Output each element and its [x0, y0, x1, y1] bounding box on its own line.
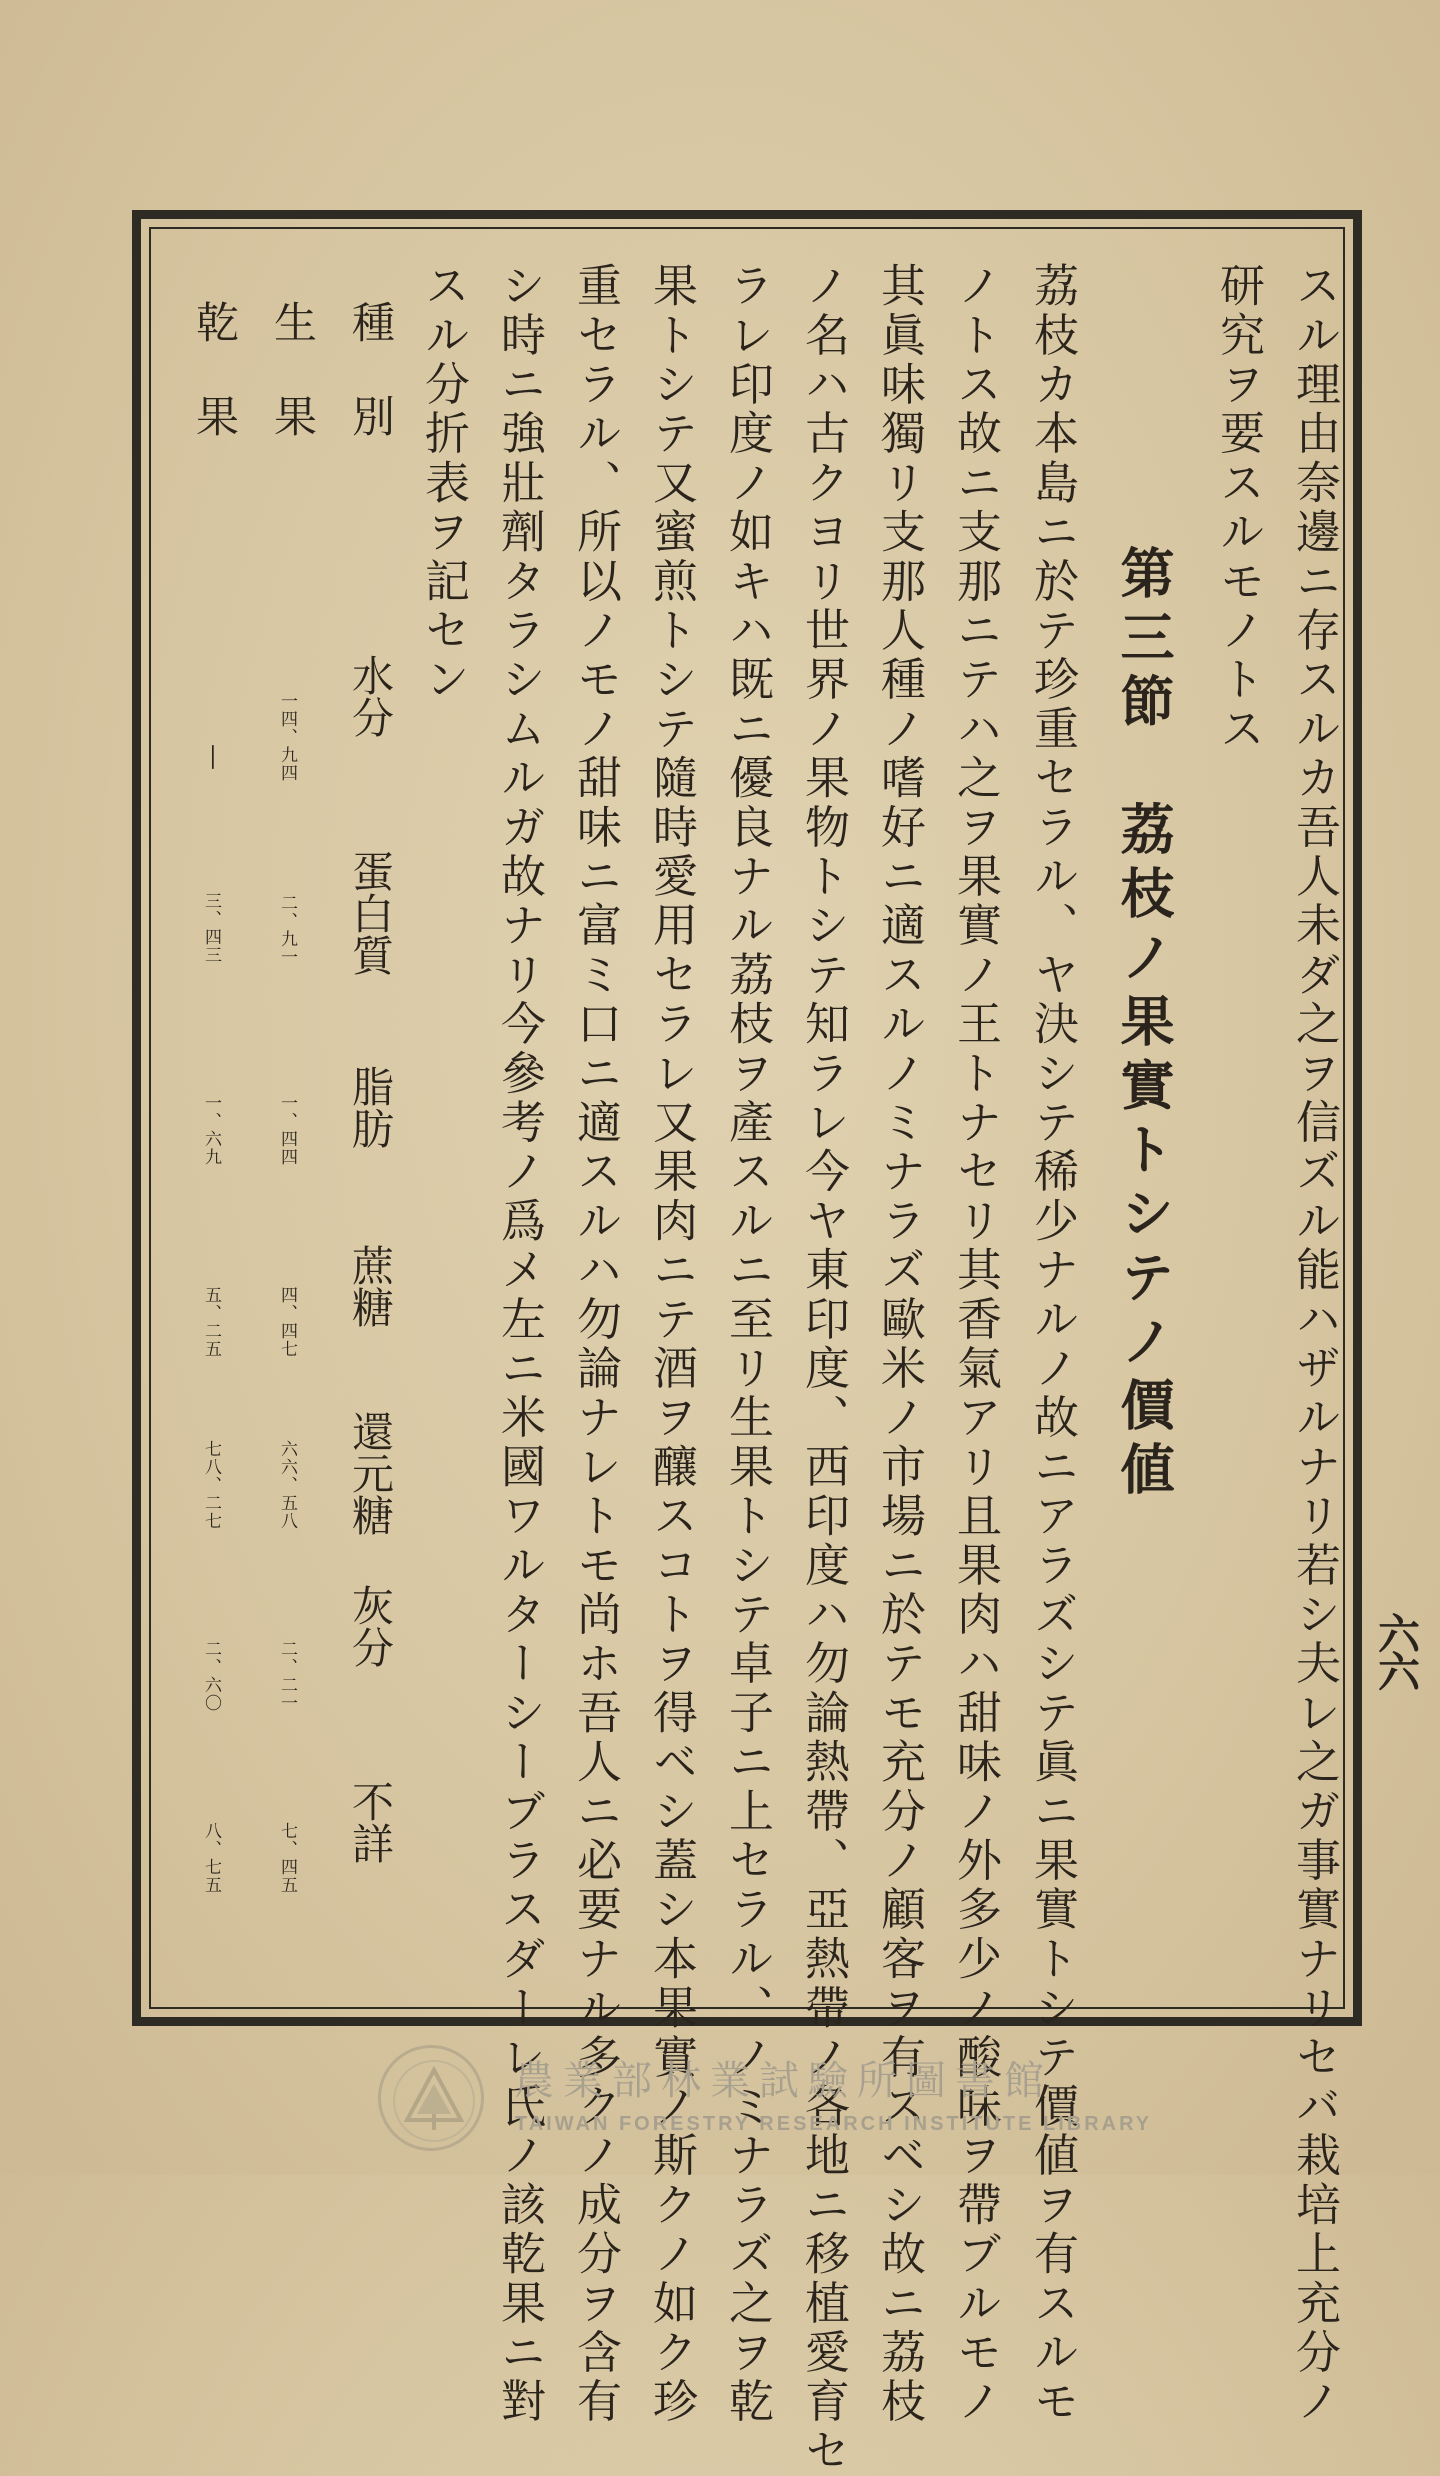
- library-name-en: TAIWAN FORESTRY RESEARCH INSTITUTE LIBRARY: [515, 2113, 1153, 2135]
- library-seal-icon: [378, 2045, 484, 2151]
- text-column: 其眞味獨リ支那人種ノ嗜好ニ適スルノミナラズ歐米ノ市場ニ於テモ充分ノ顧客ヲ有スベシ故ニ荔枝: [873, 262, 926, 2427]
- table-column-header: 灰分: [346, 1584, 395, 1668]
- table-header-label: 種 別: [345, 300, 395, 441]
- library-name-zh: 農業部林業試驗所圖書館: [514, 2058, 1053, 2104]
- table-cell: —: [199, 744, 229, 771]
- table-cell: 五、二五: [201, 1286, 221, 1358]
- text-column: 研究ヲ要スルモノトス: [1212, 262, 1265, 754]
- page-number: 六六: [1372, 1612, 1421, 1688]
- table-cell: 二、六〇: [201, 1640, 221, 1712]
- table-cell: 二、九一: [277, 894, 297, 966]
- text-column: 荔枝カ本島ニ於テ珍重セラル、ヤ決シテ稀少ナルノ故ニアラズシテ眞ニ果實トシテ價値ヲ有スルモ: [1026, 262, 1079, 2427]
- table-cell: 八、七五: [201, 1822, 221, 1894]
- text-column: ノトス故ニ支那ニテハ之ヲ果實ノ王トナセリ其香氣アリ且果肉ハ甜味ノ外多少ノ酸味ヲ帶ブルモノ: [949, 262, 1002, 2427]
- table-column-header: 蔗糖: [346, 1244, 395, 1328]
- library-watermark: [378, 2045, 1153, 2155]
- text-column: スル理由奈邊ニ存スルカ吾人未ダ之ヲ信ズル能ハザルナリ若シ夫レ之ガ事實ナリセバ栽培上充分ノ: [1288, 262, 1341, 2427]
- table-column-header: 脂肪: [346, 1065, 395, 1149]
- table-cell: 一、六九: [201, 1094, 221, 1166]
- section-heading: 第三節 荔枝ノ果實トシテノ價値: [1112, 545, 1176, 1505]
- table-row-label: 乾 果: [189, 300, 239, 441]
- table-cell: 四、四七: [277, 1286, 297, 1358]
- table-cell: 六六、五八: [277, 1440, 297, 1530]
- table-cell: 一、四四: [277, 1094, 297, 1166]
- table-cell: 七、四五: [277, 1822, 297, 1894]
- table-column-header: 水分: [346, 654, 395, 738]
- table-row-label: 生 果: [267, 300, 317, 441]
- table-cell: 三、四三: [201, 892, 221, 964]
- text-column: 果トシテ又蜜煎トシテ隨時愛用セラレ又果肉ニテ酒ヲ釀スコトヲ得ベシ蓋シ本果實ノ斯クノ如ク珍: [645, 262, 698, 2427]
- text-column: スル分折表ヲ記セン: [417, 262, 470, 705]
- table-column-header: 蛋白質: [346, 850, 395, 976]
- text-column: シ時ニ強壯劑タラシムルガ故ナリ今參考ノ爲メ左ニ米國ワルターシーブラスダーレ氏ノ該乾果ニ對: [493, 262, 546, 2427]
- text-column: ノ名ハ古クヨリ世界ノ果物トシテ知ラレ今ヤ東印度、西印度ハ勿論熱帶、亞熱帶ノ各地ニ移植愛育セ: [797, 262, 850, 2476]
- table-column-header: 還元糖: [346, 1410, 395, 1536]
- table-cell: 七八、二七: [201, 1440, 221, 1530]
- table-cell: 二、二一: [277, 1640, 297, 1712]
- table-cell: 一四、九四: [277, 692, 297, 782]
- text-column: ラレ印度ノ如キハ既ニ優良ナル荔枝ヲ產スルニ至リ生果トシテ卓子ニ上セラル、ノミナラズ之ヲ乾: [721, 262, 774, 2427]
- table-column-header: 不詳: [346, 1780, 395, 1864]
- text-column: 重セラル、所以ノモノ甜味ニ富ミ口ニ適スルハ勿論ナレトモ尚ホ吾人ニ必要ナル多クノ成分ヲ含有: [569, 262, 622, 2427]
